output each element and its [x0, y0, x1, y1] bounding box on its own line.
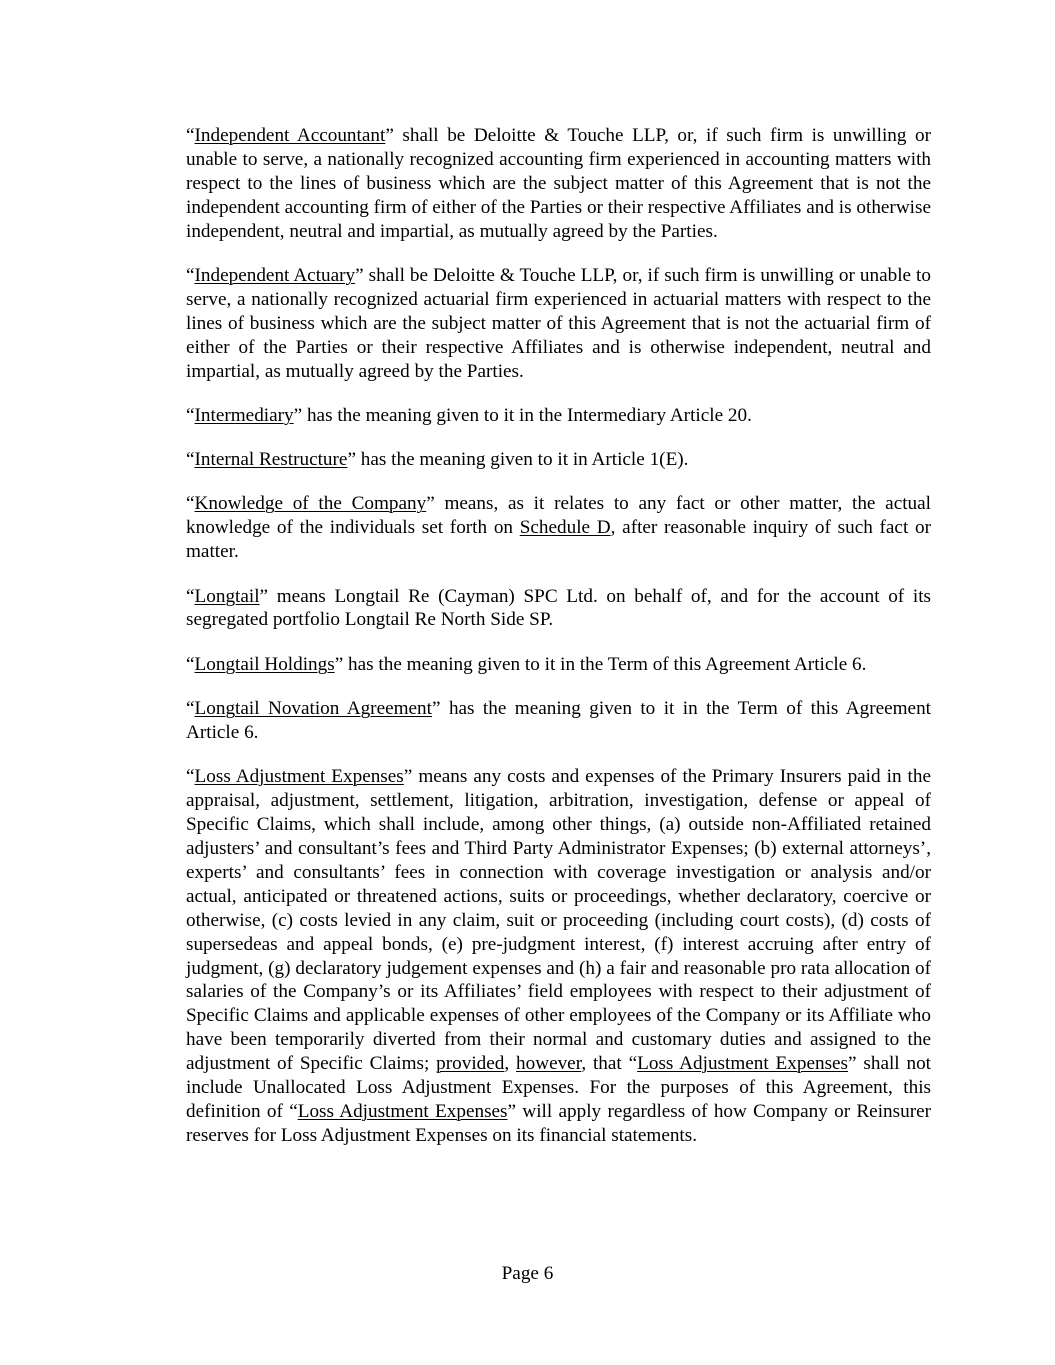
definition-text: means Longtail Re (Cayman) SPC Ltd. on behalf of, and for the account of its segregated portfolio Longtail Re North Side SP. — [186, 585, 931, 631]
definition-text: , — [504, 1053, 517, 1075]
open-quote: “ — [186, 449, 195, 471]
close-quote: ” — [347, 449, 356, 471]
definition-loss-adjustment-expenses — [186, 765, 931, 1148]
defined-term: Longtail Novation Agreement — [194, 698, 432, 720]
defined-term: Independent Actuary — [194, 264, 356, 286]
definition-longtail-holdings — [186, 653, 931, 677]
however-term: however — [516, 1053, 582, 1075]
open-quote: “ — [186, 653, 195, 675]
close-quote: ” — [259, 585, 269, 607]
provided-term: provided — [436, 1053, 505, 1075]
definition-text: has the meaning given to it in the Term of this Agreement Article 6. — [186, 698, 931, 743]
defined-term: Longtail Holdings — [194, 653, 335, 675]
definition-longtail — [186, 585, 931, 633]
defined-term: Longtail — [194, 585, 260, 607]
definition-text: , that “ — [581, 1053, 638, 1075]
definition-intermediary — [186, 404, 931, 428]
defined-term-reference: Loss Adjustment Expenses — [297, 1100, 508, 1122]
definition-text: ” shall not include Unallocated Loss Adjustment Expenses. For the purposes of this Agreement, this definition of “ — [186, 1053, 932, 1122]
definition-text: ” will apply regardless of how Company or Reinsurer reserves for Loss Adjustment Expenses on its financial statements. — [186, 1100, 931, 1146]
defined-term: Intermediary — [194, 404, 294, 426]
close-quote: ” — [426, 493, 435, 515]
definition-text: , after reasonable inquiry of such fact or matter. — [186, 517, 931, 563]
definition-independent-accountant — [186, 124, 931, 244]
open-quote: “ — [186, 125, 195, 146]
open-quote: “ — [186, 766, 195, 788]
close-quote: ” — [403, 766, 413, 788]
definition-text: means, as it relates to any fact or other matter, the actual knowledge of the individuals set forth on — [186, 493, 931, 539]
close-quote: ” — [355, 264, 364, 286]
open-quote: “ — [186, 264, 195, 286]
definition-text: shall be Deloitte & Touche LLP, or, if such firm is unwilling or unable to serve, a nationally recognized accounting firm experienced in accounting matters with respect to the lines of business which are the subject matter of this Agreement that is not the independent accounting firm of either of the Parties or their respective Affiliates and is otherwise independent, neutral and impartial, as mutually agreed by the Parties. — [186, 125, 932, 242]
defined-term: Loss Adjustment Expenses — [194, 766, 404, 788]
page-number: Page 6 — [501, 1263, 554, 1284]
definition-text: has the meaning given to it in the Term of this Agreement Article 6. — [343, 653, 867, 675]
defined-term: Independent Accountant — [194, 125, 386, 146]
definition-text: has the meaning given to it in the Intermediary Article 20. — [302, 404, 752, 426]
defined-term: Internal Restructure — [194, 449, 348, 471]
defined-term-reference: Loss Adjustment Expenses — [637, 1053, 849, 1075]
defined-term: Knowledge of the Company — [194, 493, 427, 515]
definition-internal-restructure — [186, 448, 931, 472]
close-quote: ” — [334, 653, 344, 675]
definition-longtail-novation-agreement — [186, 697, 931, 745]
definitions-section — [186, 124, 931, 1168]
open-quote: “ — [186, 698, 195, 720]
schedule-reference: Schedule D — [519, 517, 611, 539]
definition-text: has the meaning given to it in Article 1(E). — [355, 449, 689, 471]
definition-text: shall be Deloitte & Touche LLP, or, if such firm is unwilling or unable to serve, a nationally recognized actuarial firm experienced in actuarial matters with respect to the lines of business which are the subject matter of this Agreement that is not the actuarial firm of either of the Parties or their respective Affiliates and is otherwise independent, neutral and impartial, as mutually agreed by the Parties. — [186, 264, 931, 382]
definition-knowledge-of-the-company — [186, 492, 931, 564]
open-quote: “ — [186, 585, 195, 607]
close-quote: ” — [431, 698, 441, 720]
close-quote: ” — [293, 404, 303, 426]
open-quote: “ — [186, 493, 195, 515]
definition-independent-actuary — [186, 264, 931, 384]
definition-text: means any costs and expenses of the Primary Insurers paid in the appraisal, adjustment, settlement, litigation, arbitration, investigation, defense or appeal of Specific Claims, which shall include, among other things, (a) outside non-Affiliated retained adjusters’ and consultant’s fees and Third Party Administrator Expenses; (b) external attorneys’, experts’ and consultants’ fees in connection with coverage investigation or analysis and/or actual, anticipated or threatened actions, suits or proceedings, whether declaratory, coercive or otherwise, (c) costs levied in any claim, suit or proceeding (including court costs), (d) costs of supersedeas and appeal bonds, (e) pre-judgment interest, (f) interest accruing after entry of judgment, (g) declaratory judgement expenses and (h) a fair and reasonable pro rata allocation of salaries of the Company’s or its Affiliates’ field employees with respect to their adjustment of Specific Claims and applicable expenses of other employees of the Company or its Affiliate who have been temporarily diverted from their normal and customary duties and assigned to the adjustment of Specific Claims; — [186, 766, 931, 1075]
open-quote: “ — [186, 404, 195, 426]
close-quote: ” — [385, 125, 394, 146]
